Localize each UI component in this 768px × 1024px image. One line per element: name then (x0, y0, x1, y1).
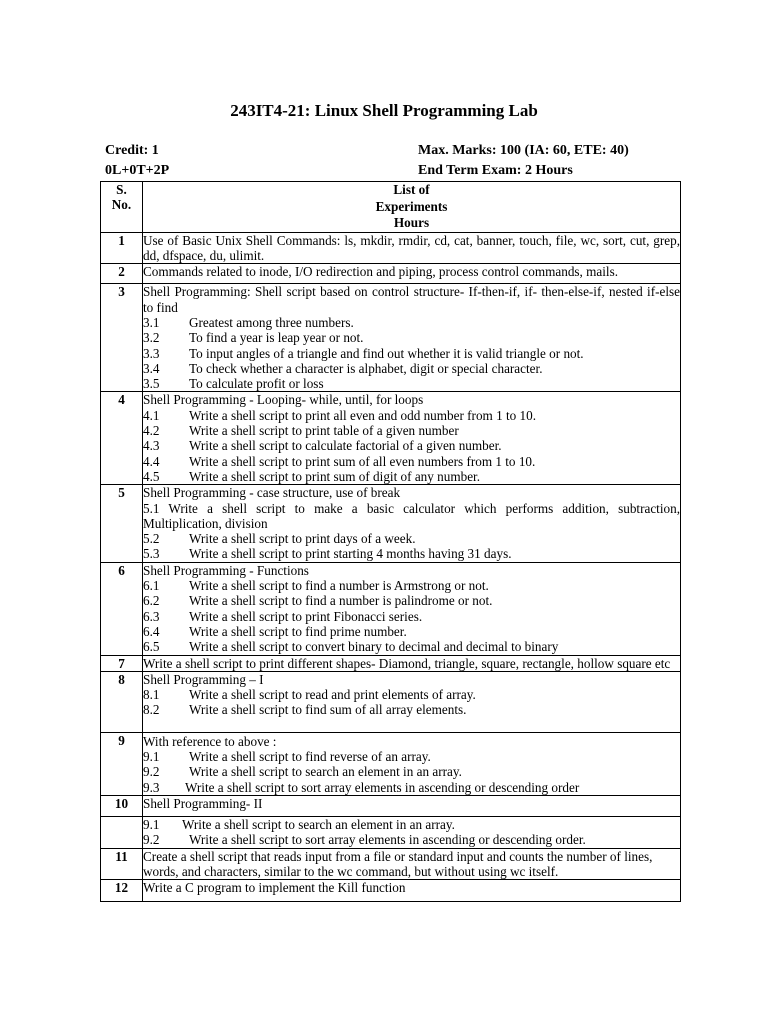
list-item: 3.2 To find a year is leap year or not. (143, 330, 364, 346)
row-content (143, 562, 681, 655)
row-content (143, 732, 681, 795)
table-row (101, 795, 681, 816)
row-content (143, 880, 681, 901)
row-content (143, 817, 681, 849)
row-number: 10 (101, 795, 143, 816)
row-text: Commands related to inode, I/O redirection and piping, process control commands, mails. (143, 264, 619, 280)
credit-label: Credit: 1 (105, 143, 159, 158)
list-item: 5.3 Write a shell script to print starting 4 months having 31 days. (143, 546, 512, 562)
list-item: 3.3 To input angles of a triangle and find out whether it is valid triangle or not. (143, 345, 584, 361)
experiments-table (100, 181, 681, 902)
page-title: 243IT4-21: Linux Shell Programming Lab (230, 101, 538, 120)
row-number: 6 (101, 562, 143, 655)
row-content (143, 284, 681, 392)
table-row (101, 284, 681, 392)
table-row (101, 562, 681, 655)
row-number (101, 817, 143, 849)
table-row (101, 392, 681, 485)
list-item: 9.2 Write a shell script to sort array elements in ascending or descending order. (143, 832, 586, 848)
col-list-line3: Hours (393, 215, 430, 230)
list-item: 4.5 Write a shell script to print sum of digit of any number. (143, 468, 481, 484)
list-item: 6.3 Write a shell script to print Fibonacci series. (143, 608, 423, 624)
col-list-line2: Experiments (375, 198, 448, 214)
row-number: 12 (101, 880, 143, 901)
row-number: 5 (101, 485, 143, 562)
list-item: 4.2 Write a shell script to print table of a given number (143, 423, 459, 439)
row-number: 9 (101, 732, 143, 795)
col-list-header (143, 182, 681, 233)
row-content (143, 392, 681, 485)
row-content (143, 264, 681, 284)
list-item: 4.4 Write a shell script to print sum of all even numbers from 1 to 10. (143, 453, 536, 469)
row-text: Shell Programming - Looping- while, until, for loops (143, 392, 424, 408)
table-header-row (101, 182, 681, 233)
row-text: Shell Programming - case structure, use of break (143, 485, 401, 501)
col-sno-line1: S. (116, 182, 127, 197)
col-sno-line2: No. (111, 197, 132, 213)
list-item: 6.1 Write a shell script to find a number is Armstrong or not. (143, 578, 489, 594)
table-row (101, 880, 681, 901)
row-content (143, 671, 681, 732)
list-item: 9.2 Write a shell script to search an element in an array. (143, 764, 462, 780)
row-content (143, 795, 681, 816)
row-content (143, 655, 681, 671)
col-sno-header (101, 182, 143, 233)
exam-duration-label: End Term Exam: 2 Hours (418, 163, 573, 178)
list-item: 3.5 To calculate profit or loss (143, 376, 324, 392)
row-number: 4 (101, 392, 143, 485)
ltp-label: 0L+0T+2P (105, 163, 170, 178)
list-item: 4.1 Write a shell script to print all even and odd number from 1 to 10. (143, 407, 537, 423)
row-number: 7 (101, 655, 143, 671)
table-row (101, 671, 681, 732)
list-item: 9.1 Write a shell script to find reverse of an array. (143, 749, 431, 764)
row-text: Write a shell script to print different shapes- Diamond, triangle, square, rectangle, hollow square etc (143, 655, 671, 671)
row-text: Write a C program to implement the Kill function (143, 880, 406, 896)
row-content (143, 232, 681, 264)
table-row (101, 485, 681, 562)
row-text: Shell Programming - Functions (143, 562, 309, 578)
row-content (143, 485, 681, 562)
list-item: 4.3 Write a shell script to calculate factorial of a given number. (143, 438, 502, 454)
row-text: Shell Programming: Shell script based on control structure- If-then-if, if- then-else-if, nested if-else to find (143, 284, 680, 315)
max-marks-label: Max. Marks: 100 (IA: 60, ETE: 40) (418, 143, 629, 158)
table-row (101, 264, 681, 284)
row-content (143, 848, 681, 880)
list-item: 9.3 Write a shell script to sort array elements in ascending or descending order (143, 779, 580, 795)
list-item: 8.2 Write a shell script to find sum of all array elements. (143, 702, 467, 718)
list-item: 5.2 Write a shell script to print days of a week. (143, 531, 416, 547)
table-row (101, 848, 681, 880)
table-row (101, 732, 681, 795)
row-number: 2 (101, 264, 143, 284)
row-number: 3 (101, 284, 143, 392)
table-row (101, 655, 681, 671)
row-text: Shell Programming – I (143, 671, 264, 687)
list-item: 6.2 Write a shell script to find a number is palindrome or not. (143, 593, 493, 609)
row-number: 8 (101, 671, 143, 732)
list-item: 3.4 To check whether a character is alphabet, digit or special character. (143, 360, 543, 376)
row-text: With reference to above : (143, 733, 277, 749)
list-item: 6.5 Write a shell script to convert binary to decimal and decimal to binary (143, 639, 559, 655)
list-item: 8.1 Write a shell script to read and print elements of array. (143, 687, 476, 703)
list-item: 3.1 Greatest among three numbers. (143, 314, 354, 330)
list-item: 9.1 Write a shell script to search an element in an array. (143, 817, 455, 833)
row-text: Create a shell script that reads input from a file or standard input and counts the number of lines, words, and characters, similar to the wc command, but without using wc itself. (143, 848, 653, 880)
col-list-line1: List of (393, 182, 430, 197)
row-text: Use of Basic Unix Shell Commands: ls, mkdir, rmdir, cd, cat, banner, touch, file, wc, sort, cut, grep, dd, dfspace, du, ulimit. (143, 232, 680, 263)
row-number: 11 (101, 848, 143, 880)
table-row (101, 817, 681, 849)
row-text: Shell Programming- II (143, 795, 263, 811)
row-number: 1 (101, 232, 143, 264)
row-text-extra: 5.1 Write a shell script to make a basic calculator which performs addition, subtraction, Multiplication, division (143, 500, 680, 531)
list-item: 6.4 Write a shell script to find prime number. (143, 623, 407, 639)
table-row (101, 232, 681, 264)
